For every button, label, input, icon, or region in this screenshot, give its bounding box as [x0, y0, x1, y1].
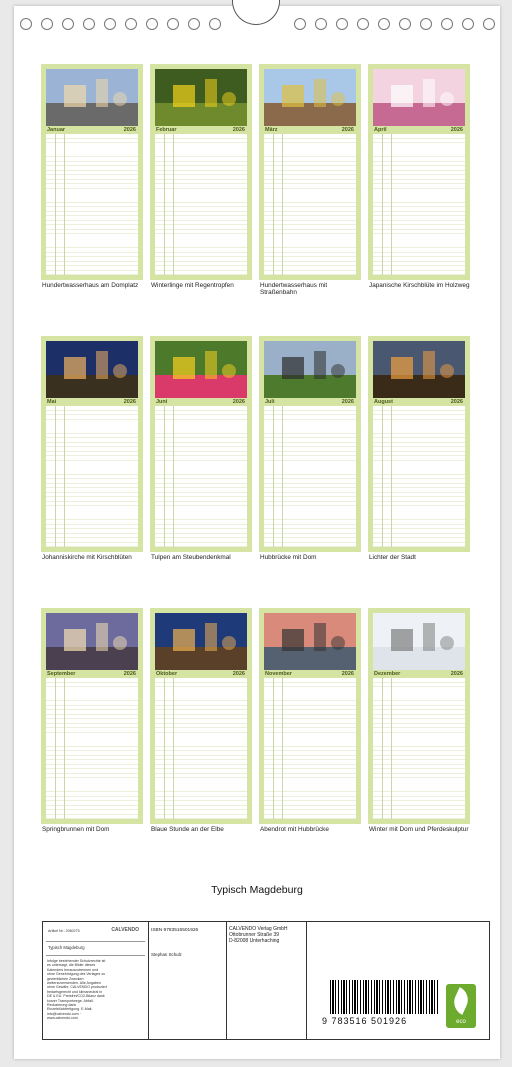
footer-isbn-panel [148, 922, 227, 1039]
binding-ring [146, 18, 158, 30]
eco-badge [446, 984, 476, 1028]
author-name: Stephan Schulz [151, 952, 182, 957]
calendar-title: Typisch Magdeburg [211, 884, 303, 896]
binding-ring [125, 18, 137, 30]
publisher-name: CALVENDO Verlag GmbH [229, 926, 288, 932]
photo-caption: Abendrot mit Hubbrücke [260, 826, 329, 833]
month-header [46, 126, 138, 134]
month-sheet [368, 608, 470, 824]
month-header [155, 670, 247, 678]
calvendo-logo: CALVENDO [111, 927, 139, 933]
binding-ring [20, 18, 32, 30]
binding-ring [483, 18, 495, 30]
calendar-page [14, 6, 500, 1059]
binding-ring [420, 18, 432, 30]
month-photo [155, 341, 247, 398]
eco-label: eco [456, 1019, 466, 1025]
month-sheet [41, 336, 143, 552]
month-sheet [41, 64, 143, 280]
binding-ring [441, 18, 453, 30]
photo-caption: Johanniskirche mit Kirschblüten [42, 554, 132, 561]
product-title: Typisch Magdeburg [48, 945, 85, 950]
month-sheet [150, 336, 252, 552]
month-year: 2026 [123, 399, 136, 405]
month-header [155, 126, 247, 134]
month-name: Oktober [156, 671, 178, 677]
month-name: Juni [156, 399, 168, 405]
month-photo [373, 69, 465, 126]
month-sheet [368, 64, 470, 280]
photo-caption: Springbrunnen mit Dom [42, 826, 110, 833]
planner-grid [155, 134, 247, 275]
barcode-number: 9 783516 501926 [322, 1016, 408, 1026]
month-sheet [150, 64, 252, 280]
publisher-city: D-82008 Unterhaching [229, 938, 280, 944]
binding-ring [357, 18, 369, 30]
month-year: 2026 [232, 671, 245, 677]
binding-ring [209, 18, 221, 30]
month-header [46, 398, 138, 406]
month-sheet [259, 336, 361, 552]
binding-ring [167, 18, 179, 30]
binding-ring [315, 18, 327, 30]
binding-ring [294, 18, 306, 30]
month-sheet [259, 608, 361, 824]
binding-ring [378, 18, 390, 30]
photo-caption: Lichter der Stadt [369, 554, 416, 561]
planner-grid [46, 678, 138, 819]
month-photo [264, 69, 356, 126]
month-photo [264, 341, 356, 398]
month-sheet [368, 336, 470, 552]
month-photo [373, 341, 465, 398]
month-header [264, 670, 356, 678]
planner-grid [155, 406, 247, 547]
month-name: Dezember [374, 671, 401, 677]
back-cover-info [42, 921, 490, 1040]
month-photo [46, 613, 138, 670]
month-year: 2026 [341, 671, 354, 677]
month-name: Juli [265, 399, 275, 405]
planner-grid [264, 134, 356, 275]
binding-ring [83, 18, 95, 30]
month-year: 2026 [450, 399, 463, 405]
month-photo [155, 69, 247, 126]
binding-ring [188, 18, 200, 30]
month-header [373, 670, 465, 678]
month-photo [155, 613, 247, 670]
month-name: Februar [156, 127, 177, 133]
photo-caption: Blaue Stunde an der Elbe [151, 826, 224, 833]
footer-publisher-panel [226, 922, 307, 1039]
planner-grid [46, 134, 138, 275]
month-header [264, 398, 356, 406]
month-year: 2026 [450, 671, 463, 677]
leaf-icon [450, 987, 473, 1015]
month-sheet [41, 608, 143, 824]
month-name: April [374, 127, 387, 133]
photo-caption: Winterlinge mit Regentropfen [151, 282, 234, 289]
photo-caption: Japanische Kirschblüte im Holzweg [369, 282, 470, 289]
planner-grid [155, 678, 247, 819]
barcode [330, 980, 440, 1014]
photo-caption: Hundertwasserhaus mit Straßenbahn [260, 282, 328, 297]
photo-caption: Hubbrücke mit Dom [260, 554, 317, 561]
planner-grid [373, 678, 465, 819]
month-sheet [150, 608, 252, 824]
binding-ring [336, 18, 348, 30]
month-sheet [259, 64, 361, 280]
month-photo [373, 613, 465, 670]
month-header [264, 126, 356, 134]
month-photo [264, 613, 356, 670]
binding-ring [104, 18, 116, 30]
month-photo [46, 69, 138, 126]
photo-caption: Hundertwasserhaus am Domplatz [42, 282, 139, 289]
planner-grid [373, 406, 465, 547]
month-photo [46, 341, 138, 398]
binding-ring [62, 18, 74, 30]
month-header [155, 398, 247, 406]
month-header [373, 126, 465, 134]
month-year: 2026 [123, 671, 136, 677]
planner-grid [264, 406, 356, 547]
footer-left-panel [43, 922, 149, 1039]
month-year: 2026 [341, 399, 354, 405]
photo-caption: Winter mit Dom und Pferdeskulptur [369, 826, 469, 833]
month-name: September [47, 671, 76, 677]
month-year: 2026 [232, 127, 245, 133]
article-number: Artikel Nr.: 2060275 [48, 929, 80, 933]
month-name: Mai [47, 399, 57, 405]
month-year: 2026 [123, 127, 136, 133]
legal-disclaimer: Infolge bestehender Schutzrechte ist es untersagt, die Bilder dieses Kalenders herauszutrennen und ohne Genehmigung des Verlages zu gewerblichen Zwecken weiterzuverwenden. Alle Angaben ohne Gewähr. CALVENDO produziert bedarfsgerecht und klimaneutral in DE & EU. Preisfrei/CO2-Bilanz dank kurzer Transportwege. Abfall-Reduzierung dank Einzelstückfertigung. E-Mail: info@calvendo.com · www.calvendo.com [47, 959, 107, 1021]
month-name: März [265, 127, 278, 133]
planner-grid [264, 678, 356, 819]
month-year: 2026 [450, 127, 463, 133]
planner-grid [373, 134, 465, 275]
month-name: November [265, 671, 292, 677]
publisher-street: Ottobrunner Straße 39 [229, 932, 280, 938]
binding-ring [399, 18, 411, 30]
month-year: 2026 [232, 399, 245, 405]
month-name: Januar [47, 127, 66, 133]
binding-ring [462, 18, 474, 30]
isbn: ISBN 9783516501926 [151, 928, 199, 933]
month-year: 2026 [341, 127, 354, 133]
month-header [46, 670, 138, 678]
photo-caption: Tulpen am Steubendenkmal [151, 554, 231, 561]
binding-ring [41, 18, 53, 30]
footer-barcode-panel [306, 922, 489, 1039]
month-header [373, 398, 465, 406]
month-name: August [374, 399, 393, 405]
planner-grid [46, 406, 138, 547]
